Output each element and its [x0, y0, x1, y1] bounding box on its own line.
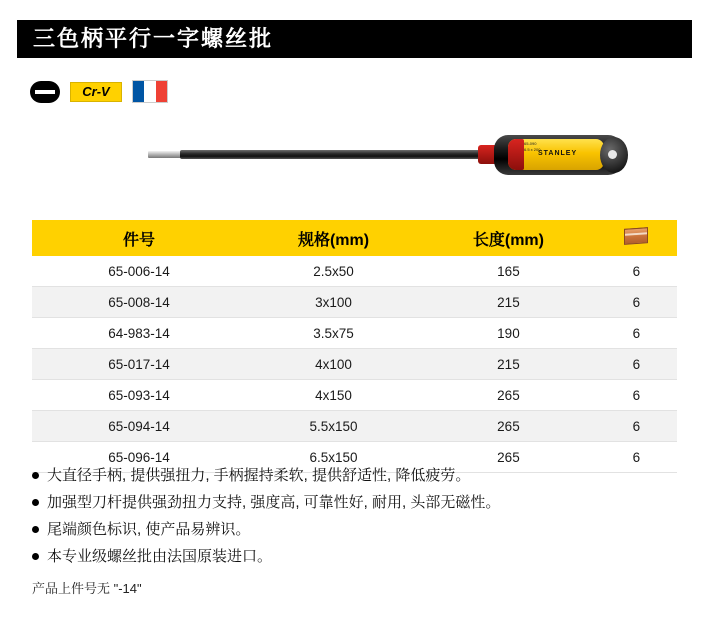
- cell-qty: 6: [596, 287, 677, 318]
- cell-length: 265: [421, 411, 596, 442]
- box-icon: [624, 227, 648, 245]
- cell-qty: 6: [596, 256, 677, 287]
- cell-spec: 2.5x50: [246, 256, 421, 287]
- list-item: [32, 462, 682, 489]
- feature-text: 本专业级螺丝批由法国原装进口。: [47, 548, 273, 565]
- cell-length: 215: [421, 287, 596, 318]
- bullet-icon: [32, 472, 39, 479]
- cell-spec: 3.5x75: [246, 318, 421, 349]
- cell-qty: 6: [596, 380, 677, 411]
- table-header-row: [32, 220, 677, 256]
- badge-row: [30, 80, 168, 103]
- table-header: [32, 220, 677, 256]
- product-code-line2: 6.5 x 200: [524, 147, 541, 152]
- cell-spec: 4x100: [246, 349, 421, 380]
- column-header-length: 长度(mm): [421, 220, 596, 256]
- table-row: [32, 380, 677, 411]
- cell-qty: 6: [596, 349, 677, 380]
- specification-table: [32, 220, 677, 473]
- cell-length: 265: [421, 442, 596, 473]
- brand-mark: STANLEY: [538, 150, 578, 157]
- table-body: [32, 256, 677, 473]
- table-row: [32, 256, 677, 287]
- list-item: [32, 543, 682, 570]
- cell-part: 65-006-14: [32, 256, 246, 287]
- cell-length: 215: [421, 349, 596, 380]
- list-item: [32, 516, 682, 543]
- column-header-packaging: [596, 220, 677, 256]
- feature-text: 大直径手柄, 提供强扭力, 手柄握持柔软, 提供舒适性, 降低疲劳。: [47, 467, 471, 484]
- france-flag-icon: [132, 80, 168, 103]
- cell-part: 65-093-14: [32, 380, 246, 411]
- cell-length: 265: [421, 380, 596, 411]
- table-row: [32, 411, 677, 442]
- cell-qty: 6: [596, 318, 677, 349]
- cell-part: 65-008-14: [32, 287, 246, 318]
- bullet-icon: [32, 499, 39, 506]
- bullet-icon: [32, 553, 39, 560]
- table-row: [32, 318, 677, 349]
- screwdriver-illustration: [120, 133, 590, 183]
- cell-length: 190: [421, 318, 596, 349]
- cell-qty: 6: [596, 442, 677, 473]
- feature-text: 尾端颜色标识, 使产品易辨识。: [47, 521, 251, 538]
- cell-part: 65-017-14: [32, 349, 246, 380]
- cell-spec: 4x150: [246, 380, 421, 411]
- cell-spec: 5.5x150: [246, 411, 421, 442]
- material-badge: Cr-V: [70, 82, 122, 102]
- product-image: [120, 105, 590, 195]
- cell-part: 64-983-14: [32, 318, 246, 349]
- product-code-line1: 65-090: [524, 141, 537, 146]
- page-title-bar: [17, 20, 692, 58]
- slotted-head-icon: [30, 81, 60, 103]
- cell-part: 65-096-14: [32, 442, 246, 473]
- cell-length: 165: [421, 256, 596, 287]
- cell-qty: 6: [596, 411, 677, 442]
- feature-list: [32, 462, 682, 570]
- page-title: 三色柄平行一字螺丝批: [33, 26, 274, 51]
- list-item: [32, 489, 682, 516]
- feature-text: 加强型刀杆提供强劲扭力支持, 强度高, 可靠性好, 耐用, 头部无磁性。: [47, 494, 501, 511]
- column-header-spec: 规格(mm): [246, 220, 421, 256]
- cell-part: 65-094-14: [32, 411, 246, 442]
- footnote: 产品上件号无 "-14": [32, 581, 142, 596]
- column-header-part: 件号: [32, 220, 246, 256]
- cell-spec: 3x100: [246, 287, 421, 318]
- bullet-icon: [32, 526, 39, 533]
- screwdriver-end-cap: [600, 137, 628, 173]
- cell-spec: 6.5x150: [246, 442, 421, 473]
- table-row: [32, 287, 677, 318]
- table-row: [32, 349, 677, 380]
